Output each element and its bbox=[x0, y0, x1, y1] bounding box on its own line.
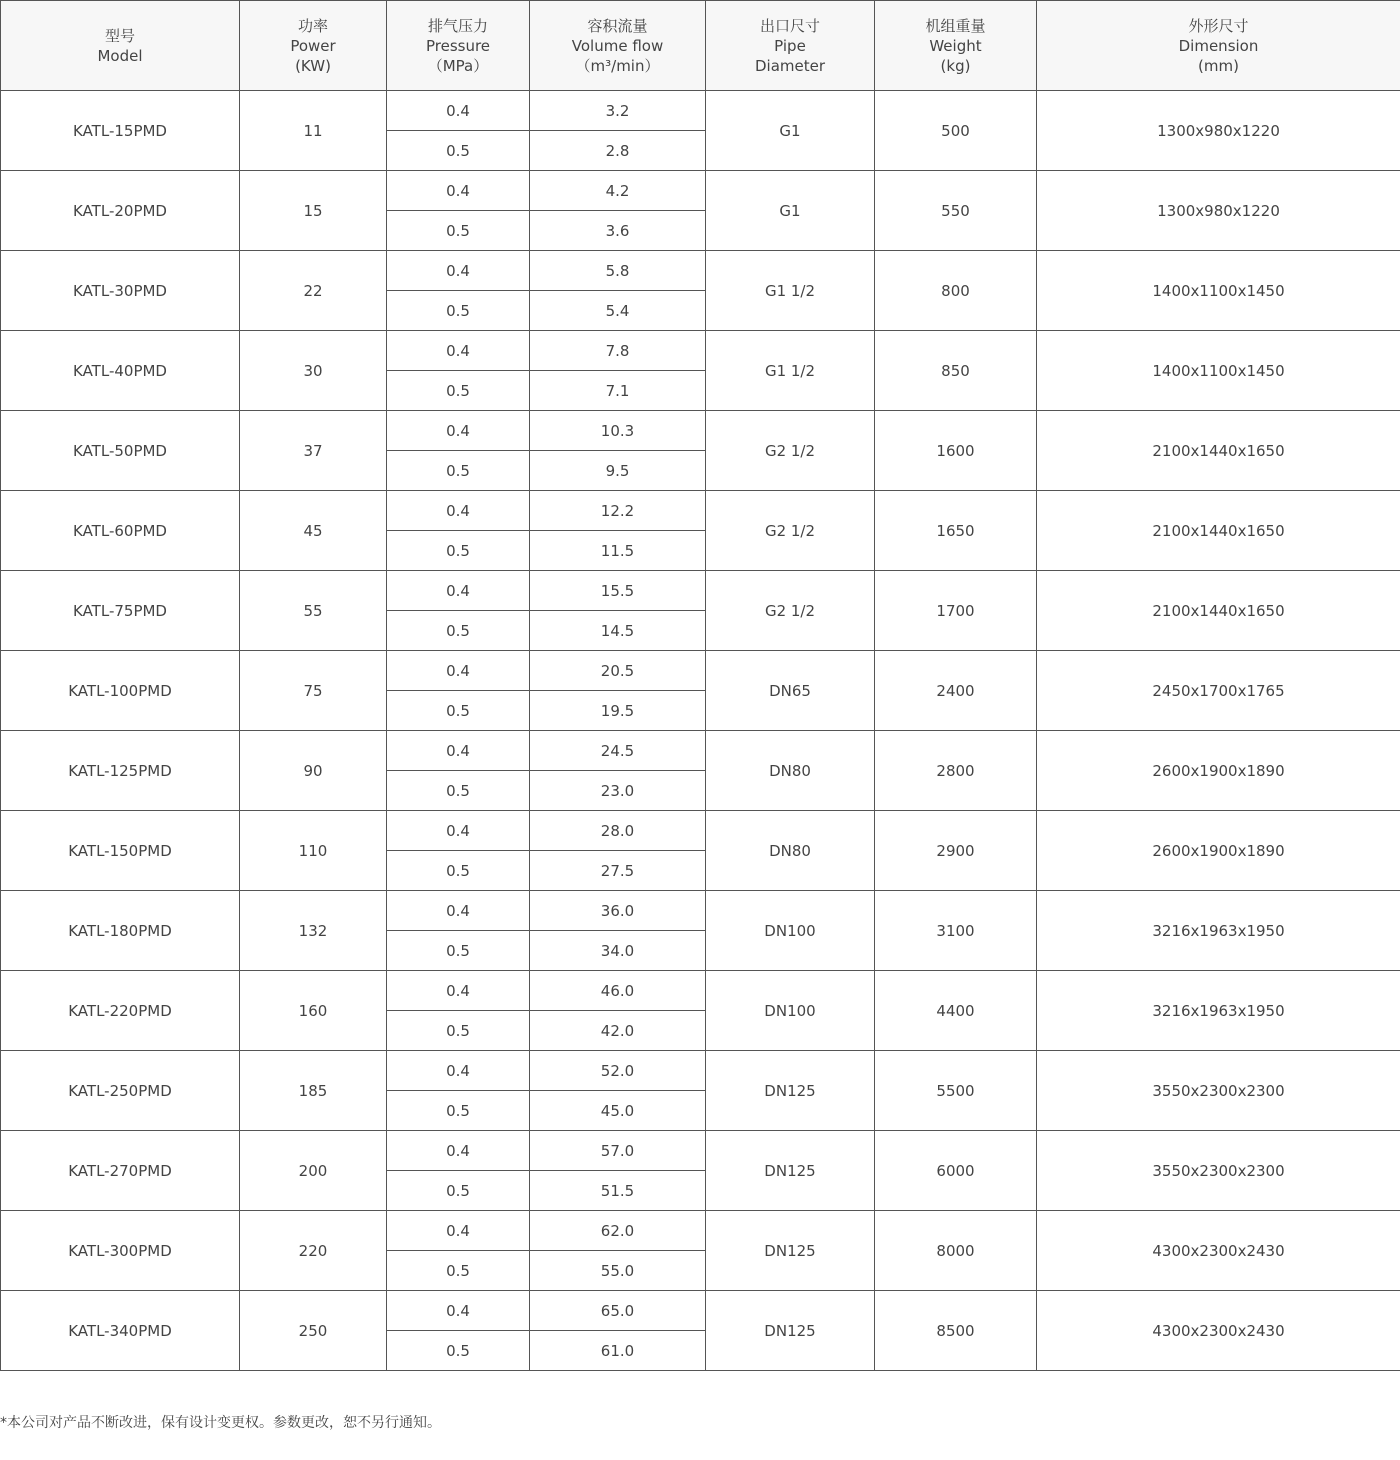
cell-model: KATL-220PMD bbox=[1, 971, 240, 1051]
header-volume-flow-cn: 容积流量 bbox=[587, 16, 648, 35]
cell-pressure: 0.5 bbox=[387, 211, 530, 251]
cell-model: KATL-180PMD bbox=[1, 891, 240, 971]
cell-power: 110 bbox=[240, 811, 387, 891]
header-row bbox=[1, 1, 1400, 91]
cell-model: KATL-60PMD bbox=[1, 491, 240, 571]
cell-dimension: 1400x1100x1450 bbox=[1037, 331, 1400, 411]
cell-volume-flow: 46.0 bbox=[530, 971, 706, 1011]
cell-volume-flow: 9.5 bbox=[530, 451, 706, 491]
cell-pressure: 0.5 bbox=[387, 451, 530, 491]
cell-weight: 3100 bbox=[875, 891, 1037, 971]
cell-power: 220 bbox=[240, 1211, 387, 1291]
cell-pipe-diameter: G1 bbox=[706, 171, 875, 251]
cell-model: KATL-75PMD bbox=[1, 571, 240, 651]
header-pressure-cn: 排气压力 bbox=[427, 16, 488, 35]
cell-volume-flow: 11.5 bbox=[530, 531, 706, 571]
header-pressure-en: Pressure bbox=[425, 36, 491, 55]
cell-volume-flow: 3.6 bbox=[530, 211, 706, 251]
table-row bbox=[1, 1211, 1400, 1251]
table-body bbox=[1, 91, 1400, 1371]
cell-pipe-diameter: G1 1/2 bbox=[706, 251, 875, 331]
cell-pressure: 0.4 bbox=[387, 251, 530, 291]
cell-pipe-diameter: DN100 bbox=[706, 971, 875, 1051]
cell-model: KATL-50PMD bbox=[1, 411, 240, 491]
cell-volume-flow: 5.4 bbox=[530, 291, 706, 331]
header-dimension-unit: (mm) bbox=[1198, 56, 1239, 75]
table-row bbox=[1, 1131, 1400, 1171]
header-pipe-cn: 出口尺寸 bbox=[759, 16, 820, 35]
cell-power: 55 bbox=[240, 571, 387, 651]
cell-power: 22 bbox=[240, 251, 387, 331]
cell-volume-flow: 42.0 bbox=[530, 1011, 706, 1051]
table-row bbox=[1, 411, 1400, 451]
cell-model: KATL-340PMD bbox=[1, 1291, 240, 1371]
cell-model: KATL-30PMD bbox=[1, 251, 240, 331]
cell-pressure: 0.5 bbox=[387, 371, 530, 411]
table-row bbox=[1, 171, 1400, 211]
header-power bbox=[240, 1, 387, 91]
cell-power: 90 bbox=[240, 731, 387, 811]
cell-power: 160 bbox=[240, 971, 387, 1051]
header-volume-flow-unit: （m³/min） bbox=[575, 56, 660, 75]
cell-weight: 800 bbox=[875, 251, 1037, 331]
cell-volume-flow: 45.0 bbox=[530, 1091, 706, 1131]
cell-pipe-diameter: DN125 bbox=[706, 1131, 875, 1211]
cell-volume-flow: 14.5 bbox=[530, 611, 706, 651]
header-weight-unit: (kg) bbox=[940, 56, 971, 75]
cell-volume-flow: 7.8 bbox=[530, 331, 706, 371]
cell-dimension: 2450x1700x1765 bbox=[1037, 651, 1400, 731]
cell-volume-flow: 20.5 bbox=[530, 651, 706, 691]
cell-pressure: 0.4 bbox=[387, 651, 530, 691]
cell-pressure: 0.5 bbox=[387, 1251, 530, 1291]
cell-pipe-diameter: G2 1/2 bbox=[706, 491, 875, 571]
cell-pressure: 0.5 bbox=[387, 531, 530, 571]
cell-pressure: 0.4 bbox=[387, 171, 530, 211]
table-row bbox=[1, 91, 1400, 131]
cell-power: 45 bbox=[240, 491, 387, 571]
cell-model: KATL-100PMD bbox=[1, 651, 240, 731]
table-row bbox=[1, 491, 1400, 531]
cell-volume-flow: 28.0 bbox=[530, 811, 706, 851]
cell-weight: 5500 bbox=[875, 1051, 1037, 1131]
cell-dimension: 1300x980x1220 bbox=[1037, 171, 1400, 251]
cell-model: KATL-20PMD bbox=[1, 171, 240, 251]
cell-pressure: 0.5 bbox=[387, 931, 530, 971]
cell-dimension: 3550x2300x2300 bbox=[1037, 1131, 1400, 1211]
cell-power: 250 bbox=[240, 1291, 387, 1371]
cell-volume-flow: 65.0 bbox=[530, 1291, 706, 1331]
cell-weight: 2900 bbox=[875, 811, 1037, 891]
cell-weight: 850 bbox=[875, 331, 1037, 411]
header-pipe-en: Pipe bbox=[774, 36, 806, 55]
cell-power: 30 bbox=[240, 331, 387, 411]
cell-pressure: 0.4 bbox=[387, 1211, 530, 1251]
cell-model: KATL-300PMD bbox=[1, 1211, 240, 1291]
table-row bbox=[1, 651, 1400, 691]
cell-volume-flow: 3.2 bbox=[530, 91, 706, 131]
cell-weight: 8000 bbox=[875, 1211, 1037, 1291]
header-dimension-en: Dimension bbox=[1178, 36, 1259, 55]
cell-pressure: 0.5 bbox=[387, 131, 530, 171]
header-volume-flow bbox=[530, 1, 706, 91]
cell-dimension: 4300x2300x2430 bbox=[1037, 1211, 1400, 1291]
cell-pressure: 0.4 bbox=[387, 1131, 530, 1171]
cell-weight: 2800 bbox=[875, 731, 1037, 811]
cell-volume-flow: 36.0 bbox=[530, 891, 706, 931]
cell-dimension: 1400x1100x1450 bbox=[1037, 251, 1400, 331]
cell-volume-flow: 19.5 bbox=[530, 691, 706, 731]
cell-weight: 500 bbox=[875, 91, 1037, 171]
header-pipe-en-2: Diameter bbox=[754, 56, 826, 75]
cell-pressure: 0.4 bbox=[387, 891, 530, 931]
header-model bbox=[1, 1, 240, 91]
cell-pressure: 0.4 bbox=[387, 91, 530, 131]
table-row bbox=[1, 1291, 1400, 1331]
header-power-unit: (KW) bbox=[295, 56, 331, 75]
header-pressure bbox=[387, 1, 530, 91]
cell-model: KATL-150PMD bbox=[1, 811, 240, 891]
cell-pipe-diameter: G1 1/2 bbox=[706, 331, 875, 411]
cell-volume-flow: 55.0 bbox=[530, 1251, 706, 1291]
cell-dimension: 3216x1963x1950 bbox=[1037, 891, 1400, 971]
cell-pressure: 0.5 bbox=[387, 611, 530, 651]
cell-pressure: 0.4 bbox=[387, 411, 530, 451]
header-power-cn: 功率 bbox=[297, 16, 328, 35]
cell-pressure: 0.5 bbox=[387, 851, 530, 891]
header-pressure-unit: （MPa） bbox=[427, 56, 489, 75]
cell-weight: 1650 bbox=[875, 491, 1037, 571]
header-dimension-cn: 外形尺寸 bbox=[1188, 16, 1249, 35]
cell-pipe-diameter: DN100 bbox=[706, 891, 875, 971]
cell-pressure: 0.5 bbox=[387, 1091, 530, 1131]
cell-volume-flow: 62.0 bbox=[530, 1211, 706, 1251]
cell-pressure: 0.4 bbox=[387, 811, 530, 851]
cell-dimension: 2600x1900x1890 bbox=[1037, 731, 1400, 811]
header-weight bbox=[875, 1, 1037, 91]
header-model-cn: 型号 bbox=[104, 26, 135, 45]
cell-power: 132 bbox=[240, 891, 387, 971]
header-dimension bbox=[1037, 1, 1400, 91]
table-row bbox=[1, 1051, 1400, 1091]
cell-pipe-diameter: DN125 bbox=[706, 1291, 875, 1371]
cell-model: KATL-270PMD bbox=[1, 1131, 240, 1211]
header-model-en: Model bbox=[97, 46, 143, 65]
cell-volume-flow: 23.0 bbox=[530, 771, 706, 811]
cell-power: 37 bbox=[240, 411, 387, 491]
cell-volume-flow: 2.8 bbox=[530, 131, 706, 171]
table-row bbox=[1, 811, 1400, 851]
header-weight-en: Weight bbox=[929, 36, 982, 55]
table-row bbox=[1, 331, 1400, 371]
cell-pressure: 0.5 bbox=[387, 291, 530, 331]
cell-power: 185 bbox=[240, 1051, 387, 1131]
cell-power: 200 bbox=[240, 1131, 387, 1211]
cell-pipe-diameter: DN65 bbox=[706, 651, 875, 731]
cell-pressure: 0.4 bbox=[387, 731, 530, 771]
cell-weight: 8500 bbox=[875, 1291, 1037, 1371]
cell-dimension: 1300x980x1220 bbox=[1037, 91, 1400, 171]
cell-model: KATL-15PMD bbox=[1, 91, 240, 171]
cell-volume-flow: 15.5 bbox=[530, 571, 706, 611]
cell-volume-flow: 27.5 bbox=[530, 851, 706, 891]
cell-dimension: 2100x1440x1650 bbox=[1037, 411, 1400, 491]
cell-pipe-diameter: DN80 bbox=[706, 731, 875, 811]
cell-model: KATL-40PMD bbox=[1, 331, 240, 411]
cell-pressure: 0.5 bbox=[387, 1011, 530, 1051]
cell-weight: 550 bbox=[875, 171, 1037, 251]
cell-volume-flow: 52.0 bbox=[530, 1051, 706, 1091]
cell-weight: 1600 bbox=[875, 411, 1037, 491]
cell-weight: 6000 bbox=[875, 1131, 1037, 1211]
footnote: *本公司对产品不断改进，保有设计变更权。参数更改，恕不另行通知。 bbox=[0, 1415, 441, 1431]
header-pipe-diameter bbox=[706, 1, 875, 91]
header-volume-flow-en: Volume flow bbox=[571, 36, 664, 55]
cell-model: KATL-125PMD bbox=[1, 731, 240, 811]
cell-pressure: 0.5 bbox=[387, 1331, 530, 1371]
cell-weight: 1700 bbox=[875, 571, 1037, 651]
table-header bbox=[1, 1, 1400, 91]
cell-power: 11 bbox=[240, 91, 387, 171]
cell-pressure: 0.4 bbox=[387, 1291, 530, 1331]
cell-dimension: 2600x1900x1890 bbox=[1037, 811, 1400, 891]
header-weight-cn: 机组重量 bbox=[925, 16, 986, 35]
cell-volume-flow: 24.5 bbox=[530, 731, 706, 771]
cell-model: KATL-250PMD bbox=[1, 1051, 240, 1131]
cell-pipe-diameter: G1 bbox=[706, 91, 875, 171]
cell-pressure: 0.5 bbox=[387, 691, 530, 731]
table-row bbox=[1, 251, 1400, 291]
header-power-en: Power bbox=[290, 36, 336, 55]
cell-volume-flow: 5.8 bbox=[530, 251, 706, 291]
cell-dimension: 2100x1440x1650 bbox=[1037, 491, 1400, 571]
cell-pressure: 0.4 bbox=[387, 331, 530, 371]
cell-pipe-diameter: G2 1/2 bbox=[706, 571, 875, 651]
table-row bbox=[1, 891, 1400, 931]
cell-power: 75 bbox=[240, 651, 387, 731]
cell-power: 15 bbox=[240, 171, 387, 251]
cell-pressure: 0.5 bbox=[387, 771, 530, 811]
cell-pressure: 0.4 bbox=[387, 971, 530, 1011]
cell-pressure: 0.4 bbox=[387, 571, 530, 611]
cell-volume-flow: 12.2 bbox=[530, 491, 706, 531]
cell-volume-flow: 61.0 bbox=[530, 1331, 706, 1371]
table-row bbox=[1, 971, 1400, 1011]
cell-pressure: 0.4 bbox=[387, 1051, 530, 1091]
table-row bbox=[1, 731, 1400, 771]
cell-volume-flow: 51.5 bbox=[530, 1171, 706, 1211]
cell-weight: 2400 bbox=[875, 651, 1037, 731]
cell-volume-flow: 57.0 bbox=[530, 1131, 706, 1171]
cell-volume-flow: 7.1 bbox=[530, 371, 706, 411]
cell-dimension: 4300x2300x2430 bbox=[1037, 1291, 1400, 1371]
cell-pipe-diameter: G2 1/2 bbox=[706, 411, 875, 491]
cell-pipe-diameter: DN80 bbox=[706, 811, 875, 891]
cell-dimension: 2100x1440x1650 bbox=[1037, 571, 1400, 651]
cell-volume-flow: 4.2 bbox=[530, 171, 706, 211]
cell-dimension: 3550x2300x2300 bbox=[1037, 1051, 1400, 1131]
cell-volume-flow: 10.3 bbox=[530, 411, 706, 451]
cell-pressure: 0.4 bbox=[387, 491, 530, 531]
cell-pipe-diameter: DN125 bbox=[706, 1051, 875, 1131]
cell-pipe-diameter: DN125 bbox=[706, 1211, 875, 1291]
cell-weight: 4400 bbox=[875, 971, 1037, 1051]
cell-pressure: 0.5 bbox=[387, 1171, 530, 1211]
cell-dimension: 3216x1963x1950 bbox=[1037, 971, 1400, 1051]
table-row bbox=[1, 571, 1400, 611]
cell-volume-flow: 34.0 bbox=[530, 931, 706, 971]
